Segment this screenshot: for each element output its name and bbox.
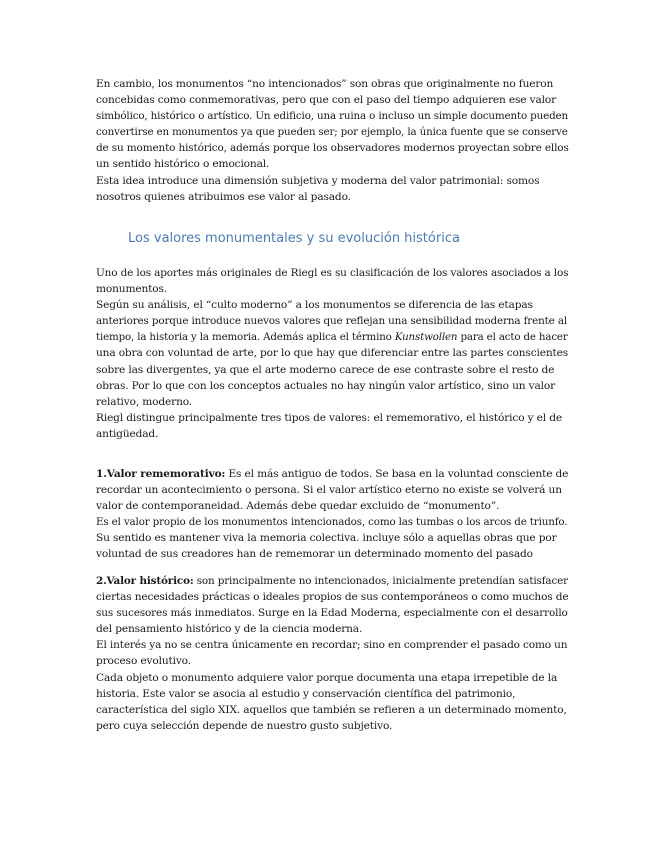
text-line: anteriores porque introduce nuevos valores que reflejan una sensibilidad moderna frente al <box>96 315 568 328</box>
text-line: nosotros quienes atribuimos ese valor al pasado. <box>96 190 351 203</box>
text-line <box>96 329 566 345</box>
text-line: Es el valor propio de los monumentos intencionados, como las tumbas o los arcos de triunfo. <box>96 516 568 529</box>
text-run: para el acto de hacer <box>457 331 568 344</box>
text-line: relativo, moderno. <box>96 395 193 408</box>
text-run: tiempo, la historia y la memoria. Además aplica el término <box>96 331 395 344</box>
text-line: El interés ya no se centra únicamente en recordar; sino en comprender el pasado como un <box>96 639 568 652</box>
text-line: valor de contemporaneidad. Además debe quedar excluido de “monumento”. <box>96 500 500 513</box>
text-line: simbólico, histórico o artístico. Un edificio, una ruina o incluso un simple documento pueden <box>96 110 568 123</box>
historico-paragraph <box>96 573 569 734</box>
text-line: monumentos. <box>96 283 167 296</box>
text-line: característica del siglo XIX. aquellos que también se refieren a un determinado momento, <box>96 703 567 716</box>
value-title: 2.Valor histórico: <box>96 575 194 587</box>
text-line: Uno de los aportes más originales de Riegl es su clasificación de los valores asociados a los <box>96 267 569 279</box>
text-line: sobre las divergentes, ya que el arte moderno carece de ese contraste sobre el resto de <box>96 363 555 376</box>
text-line: voluntad de sus creadores han de rememorar un determinado momento del pasado <box>96 548 533 561</box>
text-line: recordar un acontecimiento o persona. Si el valor artístico eterno no existe se volverá un <box>96 484 562 497</box>
text-line <box>96 466 569 482</box>
text-line: antigüedad. <box>96 427 159 440</box>
text-run: son principalmente no intencionados, inicialmente pretendían satisfacer <box>193 575 568 587</box>
text-line: concebidas como conmemorativas, pero que con el paso del tiempo adquieren ese valor <box>96 94 556 107</box>
intro-paragraph <box>96 76 569 205</box>
text-run: Es el más antiguo de todos. Se basa en la voluntad consciente de <box>225 468 569 480</box>
text-line: de su momento histórico, además porque los observadores modernos proyectan sobre ellos <box>96 142 569 155</box>
rememorativo-paragraph <box>96 466 569 563</box>
text-line: ciertas necesidades prácticas o ideales propios de sus contemporáneos o como muchos de <box>96 591 569 604</box>
section-heading: Los valores monumentales y su evolución histórica <box>128 231 460 246</box>
text-line: obras. Por lo que con los conceptos actuales no hay ningún valor artístico, sino un valor <box>96 379 556 392</box>
value-title: 1.Valor rememorativo: <box>96 468 226 480</box>
italic-term: Kunstwollen <box>394 331 458 344</box>
text-line: pero cuya selección depende de nuestro gusto subjetivo. <box>96 719 393 732</box>
text-line: un sentido histórico o emocional. <box>96 158 270 171</box>
text-line <box>96 573 566 589</box>
text-line: Según su análisis, el “culto moderno” a los monumentos se diferencia de las etapas <box>96 299 533 312</box>
riegl-paragraph <box>96 265 569 442</box>
text-line: Esta idea introduce una dimensión subjetiva y moderna del valor patrimonial: somos <box>96 174 540 187</box>
text-line: convertirse en monumentos ya que pueden ser; por ejemplo, la única fuente que se conserve <box>96 126 568 139</box>
text-line: del pensamiento histórico y de la ciencia moderna. <box>96 623 363 636</box>
text-line: una obra con voluntad de arte, por lo que hay que diferenciar entre las partes conscientes <box>96 347 568 360</box>
text-line: proceso evolutivo. <box>96 655 191 668</box>
text-line: En cambio, los monumentos “no intencionados” son obras que originalmente no fueron <box>96 78 554 90</box>
text-line: historia. Este valor se asocia al estudio y conservación científica del patrimonio, <box>96 687 516 700</box>
text-line: Riegl distingue principalmente tres tipos de valores: el rememorativo, el histórico y el de <box>96 411 563 424</box>
text-line: Cada objeto o monumento adquiere valor porque documenta una etapa irrepetible de la <box>96 671 558 684</box>
text-line: Su sentido es mantener viva la memoria colectiva. incluye sólo a aquellas obras que por <box>96 532 557 545</box>
text-line: sus sucesores más inmediatos. Surge en la Edad Moderna, especialmente con el desarrollo <box>96 607 568 620</box>
